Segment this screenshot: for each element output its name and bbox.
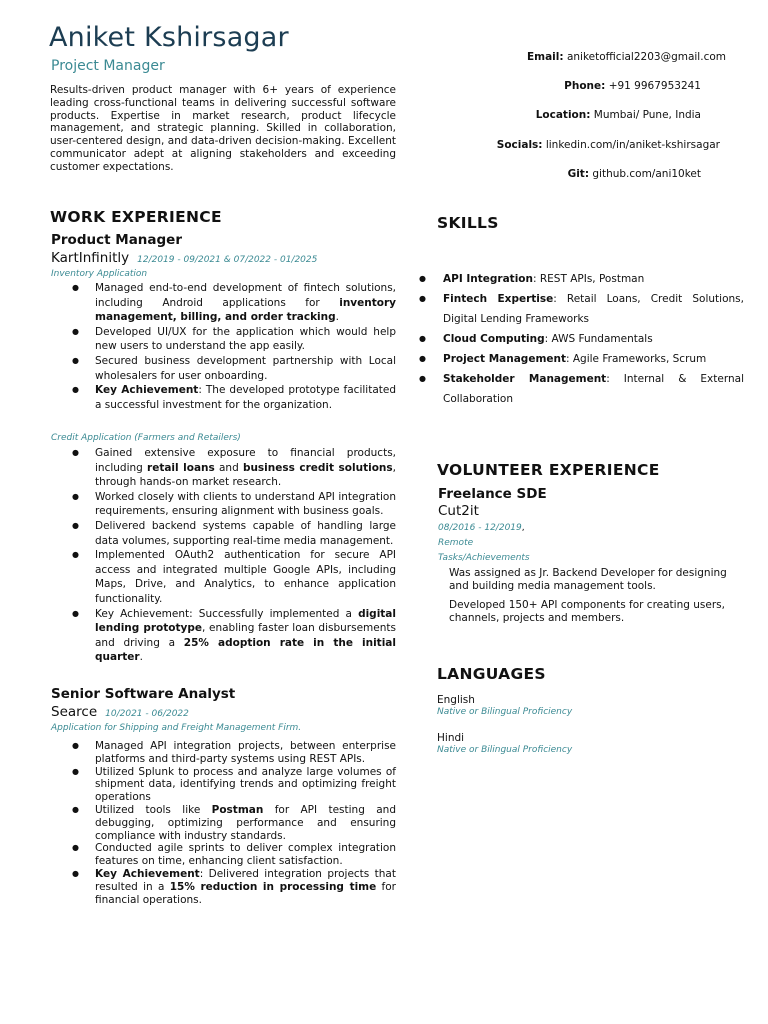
language-name-1: English	[437, 694, 475, 706]
socials-value[interactable]: linkedin.com/in/aniket-kshirsagar	[545, 138, 720, 151]
list-item: ● Utilized Splunk to process and analyze large volumes of shipment data, identifying trends and optimizing freight operations	[51, 766, 396, 804]
volunteer-dates-row	[438, 523, 525, 533]
project-3-bullets	[51, 740, 396, 906]
volunteer-dates: 08/2016 - 12/2019	[438, 523, 522, 533]
language-level-2: Native or Bilingual Proficiency	[437, 745, 573, 755]
project-2-bullets	[51, 446, 396, 665]
contact-block	[396, 50, 726, 196]
skills-list	[419, 269, 744, 409]
company-name-2: Searce	[51, 704, 98, 720]
volunteer-company: Cut2it	[438, 503, 479, 519]
company-2	[51, 704, 189, 720]
project-name-1: Inventory Application	[51, 269, 148, 279]
job-dates-2: 10/2021 - 06/2022	[105, 709, 189, 719]
list-item: ● Developed UI/UX for the application which would help new users to understand the app easily.	[51, 325, 396, 354]
project-1-bullets	[51, 281, 396, 412]
candidate-name: Aniket Kshirsagar	[49, 22, 289, 53]
location-label: Location:	[535, 109, 591, 122]
project-name-3: Application for Shipping and Freight Management Firm.	[51, 723, 302, 733]
job-title-2: Senior Software Analyst	[51, 686, 236, 702]
contact-email	[396, 50, 726, 79]
volunteer-dates-suffix: ,	[521, 523, 525, 533]
list-item: ● Delivered backend systems capable of handling large data volumes, supporting real-time media management.	[51, 519, 396, 548]
git-value[interactable]: github.com/ani10ket	[592, 167, 701, 180]
list-item: ● Key Achievement: Successfully implemented a digital lending prototype, enabling faster loan disbursements and driving a 25% adoption rate in the initial quarter.	[51, 607, 396, 665]
work-experience-heading: WORK EXPERIENCE	[50, 208, 222, 226]
company-1	[51, 250, 317, 266]
list-item: ● Key Achievement: Delivered integration projects that resulted in a 15% reduction in processing time for financial operations.	[51, 868, 396, 906]
list-item: ● Managed end-to-end development of fintech solutions, including Android applications for inventory management, billing, and order tracking.	[51, 281, 396, 325]
skill-item: ● Cloud Computing: AWS Fundamentals	[419, 329, 744, 349]
company-name-1: KartInfinitly	[51, 250, 130, 266]
phone-label: Phone:	[564, 80, 606, 93]
list-item: ● Worked closely with clients to understand API integration requirements, ensuring alignment with business goals.	[51, 490, 396, 519]
list-item: ● Key Achievement: The developed prototype facilitated a successful investment for the organization.	[51, 383, 396, 412]
languages-heading: LANGUAGES	[437, 665, 546, 683]
skill-item: ● Project Management: Agile Frameworks, Scrum	[419, 349, 744, 369]
language-level-1: Native or Bilingual Proficiency	[437, 707, 573, 717]
contact-location	[396, 108, 726, 137]
list-item: ● Conducted agile sprints to deliver complex integration features on time, enhancing client satisfaction.	[51, 842, 396, 868]
volunteer-heading: VOLUNTEER EXPERIENCE	[437, 461, 660, 479]
list-item: ● Implemented OAuth2 authentication for secure API access and integrated multiple Google APIs, including Maps, Drive, and Analytics, to enhance application functionality.	[51, 548, 396, 606]
contact-git	[396, 167, 726, 196]
email-value[interactable]: aniketofficial2203@gmail.com	[566, 51, 726, 63]
contact-phone	[396, 79, 726, 108]
volunteer-tasks-label: Tasks/Achievements	[438, 553, 530, 563]
list-item: ● Managed API integration projects, between enterprise platforms and third-party systems using REST APIs.	[51, 740, 396, 766]
job-title-1: Product Manager	[51, 232, 182, 248]
project-name-2: Credit Application (Farmers and Retailers)	[51, 433, 241, 443]
volunteer-task-1: Was assigned as Jr. Backend Developer for designing and building media management tools.	[449, 567, 727, 592]
volunteer-task-2: Developed 150+ API components for creating users, channels, projects and members.	[449, 599, 725, 624]
language-name-2: Hindi	[437, 732, 465, 744]
location-value: Mumbai/ Pune, India	[593, 109, 701, 122]
skill-item: ● API Integration: REST APIs, Postman	[419, 269, 744, 289]
socials-label: Socials:	[496, 138, 543, 151]
list-item: ● Gained extensive exposure to financial products, including retail loans and business credit solutions, through hands-on market research.	[51, 446, 396, 490]
candidate-title: Project Manager	[51, 58, 165, 74]
list-item: ● Secured business development partnership with Local wholesalers for user onboarding.	[51, 354, 396, 383]
contact-socials	[396, 138, 726, 167]
job-dates-1: 12/2019 - 09/2021 & 07/2022 - 01/2025	[137, 255, 318, 265]
skills-heading: SKILLS	[437, 214, 499, 232]
email-label: Email:	[526, 51, 564, 63]
git-label: Git:	[567, 167, 590, 180]
skill-item: ● Fintech Expertise: Retail Loans, Credit Solutions, Digital Lending Frameworks	[419, 289, 744, 329]
list-item: ● Utilized tools like Postman for API testing and debugging, optimizing performance and ensuring compliance with industry standards.	[51, 804, 396, 842]
phone-value: +91 9967953241	[608, 80, 701, 93]
volunteer-title: Freelance SDE	[438, 486, 547, 502]
volunteer-location: Remote	[438, 538, 474, 548]
summary-text: Results-driven product manager with 6+ years of experience leading cross-functional teams in delivering successful software products. Expertise in market research, product lifecycle management, and strategic planning. Skilled in collaboration, user-centered design, and data-driven decision-making. Excellent communicator adept at aligning stakeholders and exceeding customer expectations.	[50, 84, 396, 173]
skill-item: ● Stakeholder Management: Internal & External Collaboration	[419, 369, 744, 409]
